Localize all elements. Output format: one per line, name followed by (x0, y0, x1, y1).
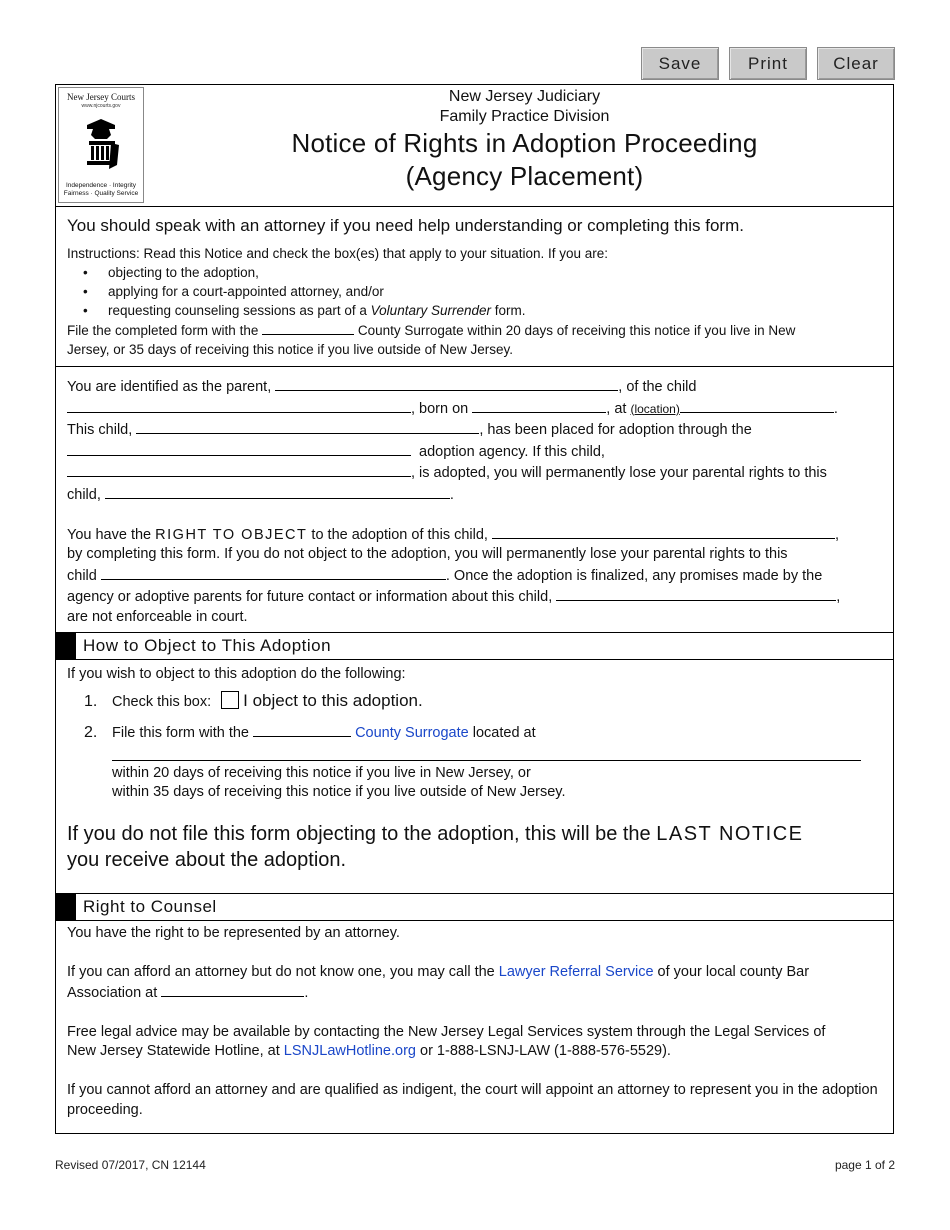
parent-name-field[interactable] (275, 376, 618, 391)
last-notice-warning (67, 821, 882, 873)
heading-label: Right to Counsel (83, 897, 217, 916)
p2-line2: Association at (67, 985, 158, 1002)
print-button[interactable]: Print (729, 47, 807, 80)
child-name-field-4[interactable] (105, 484, 450, 499)
object-checkbox-label: I object to this adoption. (243, 690, 423, 710)
step2-pre: File this form with the (112, 725, 249, 742)
file-post: County Surrogate within 20 days of receiving this notice if you live in New (357, 323, 796, 338)
list-item: • applying for a court-appointed attorney, and/or (108, 282, 882, 301)
form-title-block (196, 87, 853, 193)
right-pre: You have the (67, 526, 152, 543)
id-t8: adoption agency. If this child, (419, 443, 605, 460)
logo-motto (59, 182, 143, 198)
id-t3: , born on (411, 400, 469, 417)
courthouse-icon (79, 115, 123, 173)
right-l3a: child (67, 567, 97, 584)
id-t7: , has been placed for adoption through the (479, 422, 752, 439)
child-name-field[interactable] (67, 398, 411, 413)
bar-association-phone-field[interactable] (161, 982, 304, 997)
page-number: page 1 of 2 (834, 1158, 895, 1172)
step-number: 2. (84, 724, 98, 742)
attorney-advice: You should speak with an attorney if you need help understanding or completing this form. (67, 216, 744, 235)
counsel-p3 (67, 1023, 882, 1062)
counsel-p2 (67, 963, 882, 1004)
id-t4: , at (606, 400, 627, 417)
right-l3b: . Once the adoption is finalized, any promises made by the (445, 567, 823, 584)
instructions-list (67, 263, 882, 320)
warn-post: you receive about the adoption. (67, 848, 347, 871)
id-line1 (67, 376, 882, 398)
step-2 (67, 722, 882, 744)
step-1 (67, 691, 882, 713)
lawyer-referral-link[interactable]: Lawyer Referral Service (498, 963, 654, 980)
child-name-field-3[interactable] (67, 462, 411, 477)
right-line3 (67, 565, 882, 587)
revision-note: Revised 07/2017, CN 12144 (55, 1158, 206, 1172)
list-item: • objecting to the adoption, (108, 263, 882, 282)
right-line5: are not enforceable in court. (67, 608, 248, 625)
bullet3-end: form. (491, 303, 526, 318)
instructions-section (56, 207, 893, 367)
adoption-form (55, 84, 894, 1134)
warn-pre: If you do not file this form objecting to the adoption, this will be the (67, 822, 651, 845)
object-intro: If you wish to object to this adoption do the following: (67, 666, 406, 682)
id-line5 (67, 462, 882, 484)
child-name-field-6[interactable] (101, 565, 446, 580)
id-line3 (67, 419, 882, 441)
child-name-field-2[interactable] (136, 419, 479, 434)
org-name: New Jersey Judiciary (448, 88, 601, 105)
id-t5: . (833, 400, 838, 417)
p3-pre: New Jersey Statewide Hotline, at (67, 1043, 280, 1060)
within-20-days: within 20 days of receiving this notice if you live in New Jersey, or (112, 764, 531, 781)
object-checkbox[interactable] (221, 691, 239, 709)
p2-pre: If you can afford an attorney but do not know one, you may call the (67, 963, 495, 980)
lsnj-hotline-link[interactable]: LSNJLawHotline.org (283, 1043, 416, 1060)
identification-section (56, 367, 893, 632)
id-t2: , of the child (618, 379, 697, 395)
right-line2: by completing this form. If you do not object to the adoption, you will permanently lose your parental rights to this (67, 546, 788, 563)
birth-date-field[interactable] (472, 398, 606, 413)
id-line6 (67, 484, 882, 506)
counsel-section (56, 921, 893, 1120)
right-post: to the adoption of this child, (311, 526, 488, 543)
list-item (108, 301, 882, 320)
nj-courts-logo (58, 87, 144, 203)
right-l4b: , (836, 589, 841, 606)
file-line2: Jersey, or 35 days of receiving this notice if you live outside of New Jersey. (67, 342, 513, 357)
step1-text: Check this box: (112, 693, 212, 710)
file-instructions (67, 320, 882, 359)
save-button[interactable]: Save (641, 47, 719, 80)
form-title: Notice of Rights in Adoption Proceeding (291, 128, 758, 158)
id-t9: , is adopted, you will permanently lose your parental rights to this (411, 465, 827, 482)
id-t6: This child, (67, 422, 133, 439)
counsel-p4: If you cannot afford an attorney and are qualified as indigent, the court will appoint an attorney to represent you in the adoption proceeding. (67, 1081, 878, 1118)
object-section (56, 660, 893, 893)
location-field[interactable] (680, 398, 834, 413)
file-pre: File the completed form with the (67, 323, 259, 338)
last-notice-text: LAST NOTICE (656, 822, 804, 845)
id-line2 (67, 398, 882, 420)
location-label: (location) (630, 401, 680, 416)
form-subtitle: (Agency Placement) (405, 161, 644, 191)
child-name-field-5[interactable] (492, 524, 835, 539)
logo-title: New Jersey Courts (67, 92, 135, 102)
agency-field[interactable] (67, 441, 411, 456)
id-t10: child, (67, 486, 101, 503)
right-comma: , (835, 526, 840, 543)
right-line1 (67, 524, 882, 546)
right-to-object-text: RIGHT TO OBJECT (155, 526, 308, 543)
heading-label: How to Object to This Adoption (83, 636, 332, 655)
step2-post: located at (472, 725, 536, 742)
clear-button[interactable]: Clear (817, 47, 895, 80)
right-l4a: agency or adoptive parents for future contact or information about this child, (67, 589, 553, 606)
heading-marker (56, 894, 76, 920)
bullet3-text: requesting counseling sessions as part of a (108, 303, 367, 318)
p3-post: or 1-888-LSNJ-LAW (1-888-576-5529). (420, 1043, 671, 1060)
heading-marker (56, 633, 76, 659)
surrogate-county-field[interactable] (253, 722, 351, 737)
id-line4 (67, 441, 882, 463)
voluntary-surrender-text: Voluntary Surrender (370, 303, 491, 318)
p2-end: . (304, 985, 309, 1002)
child-name-field-7[interactable] (556, 586, 836, 601)
id-t11: . (449, 486, 454, 503)
form-toolbar (641, 47, 895, 80)
county-field[interactable] (262, 320, 354, 335)
logo-motto-line2: Fairness · Quality Service (63, 190, 139, 197)
p2-post: of your local county Bar (657, 963, 810, 980)
counsel-p1: You have the right to be represented by an attorney. (67, 925, 400, 941)
section-heading-counsel (56, 893, 893, 921)
surrogate-address-field[interactable] (112, 752, 861, 761)
logo-motto-line1: Independence · Integrity (65, 182, 137, 189)
county-surrogate-link[interactable]: County Surrogate (355, 725, 469, 742)
logo-url: www.njcourts.gov (81, 103, 121, 109)
id-t1: You are identified as the parent, (67, 379, 272, 395)
step-number: 1. (84, 692, 98, 710)
within-35-days: within 35 days of receiving this notice if you live outside of New Jersey. (112, 784, 566, 801)
instructions-text: Instructions: Read this Notice and check the box(es) that apply to your situation. If you are: (67, 246, 609, 261)
division-name: Family Practice Division (439, 108, 610, 125)
right-line4 (67, 586, 882, 608)
form-header (56, 85, 893, 207)
p3-line1: Free legal advice may be available by contacting the New Jersey Legal Services system through the Legal Services of (67, 1023, 826, 1040)
section-heading-object (56, 632, 893, 660)
